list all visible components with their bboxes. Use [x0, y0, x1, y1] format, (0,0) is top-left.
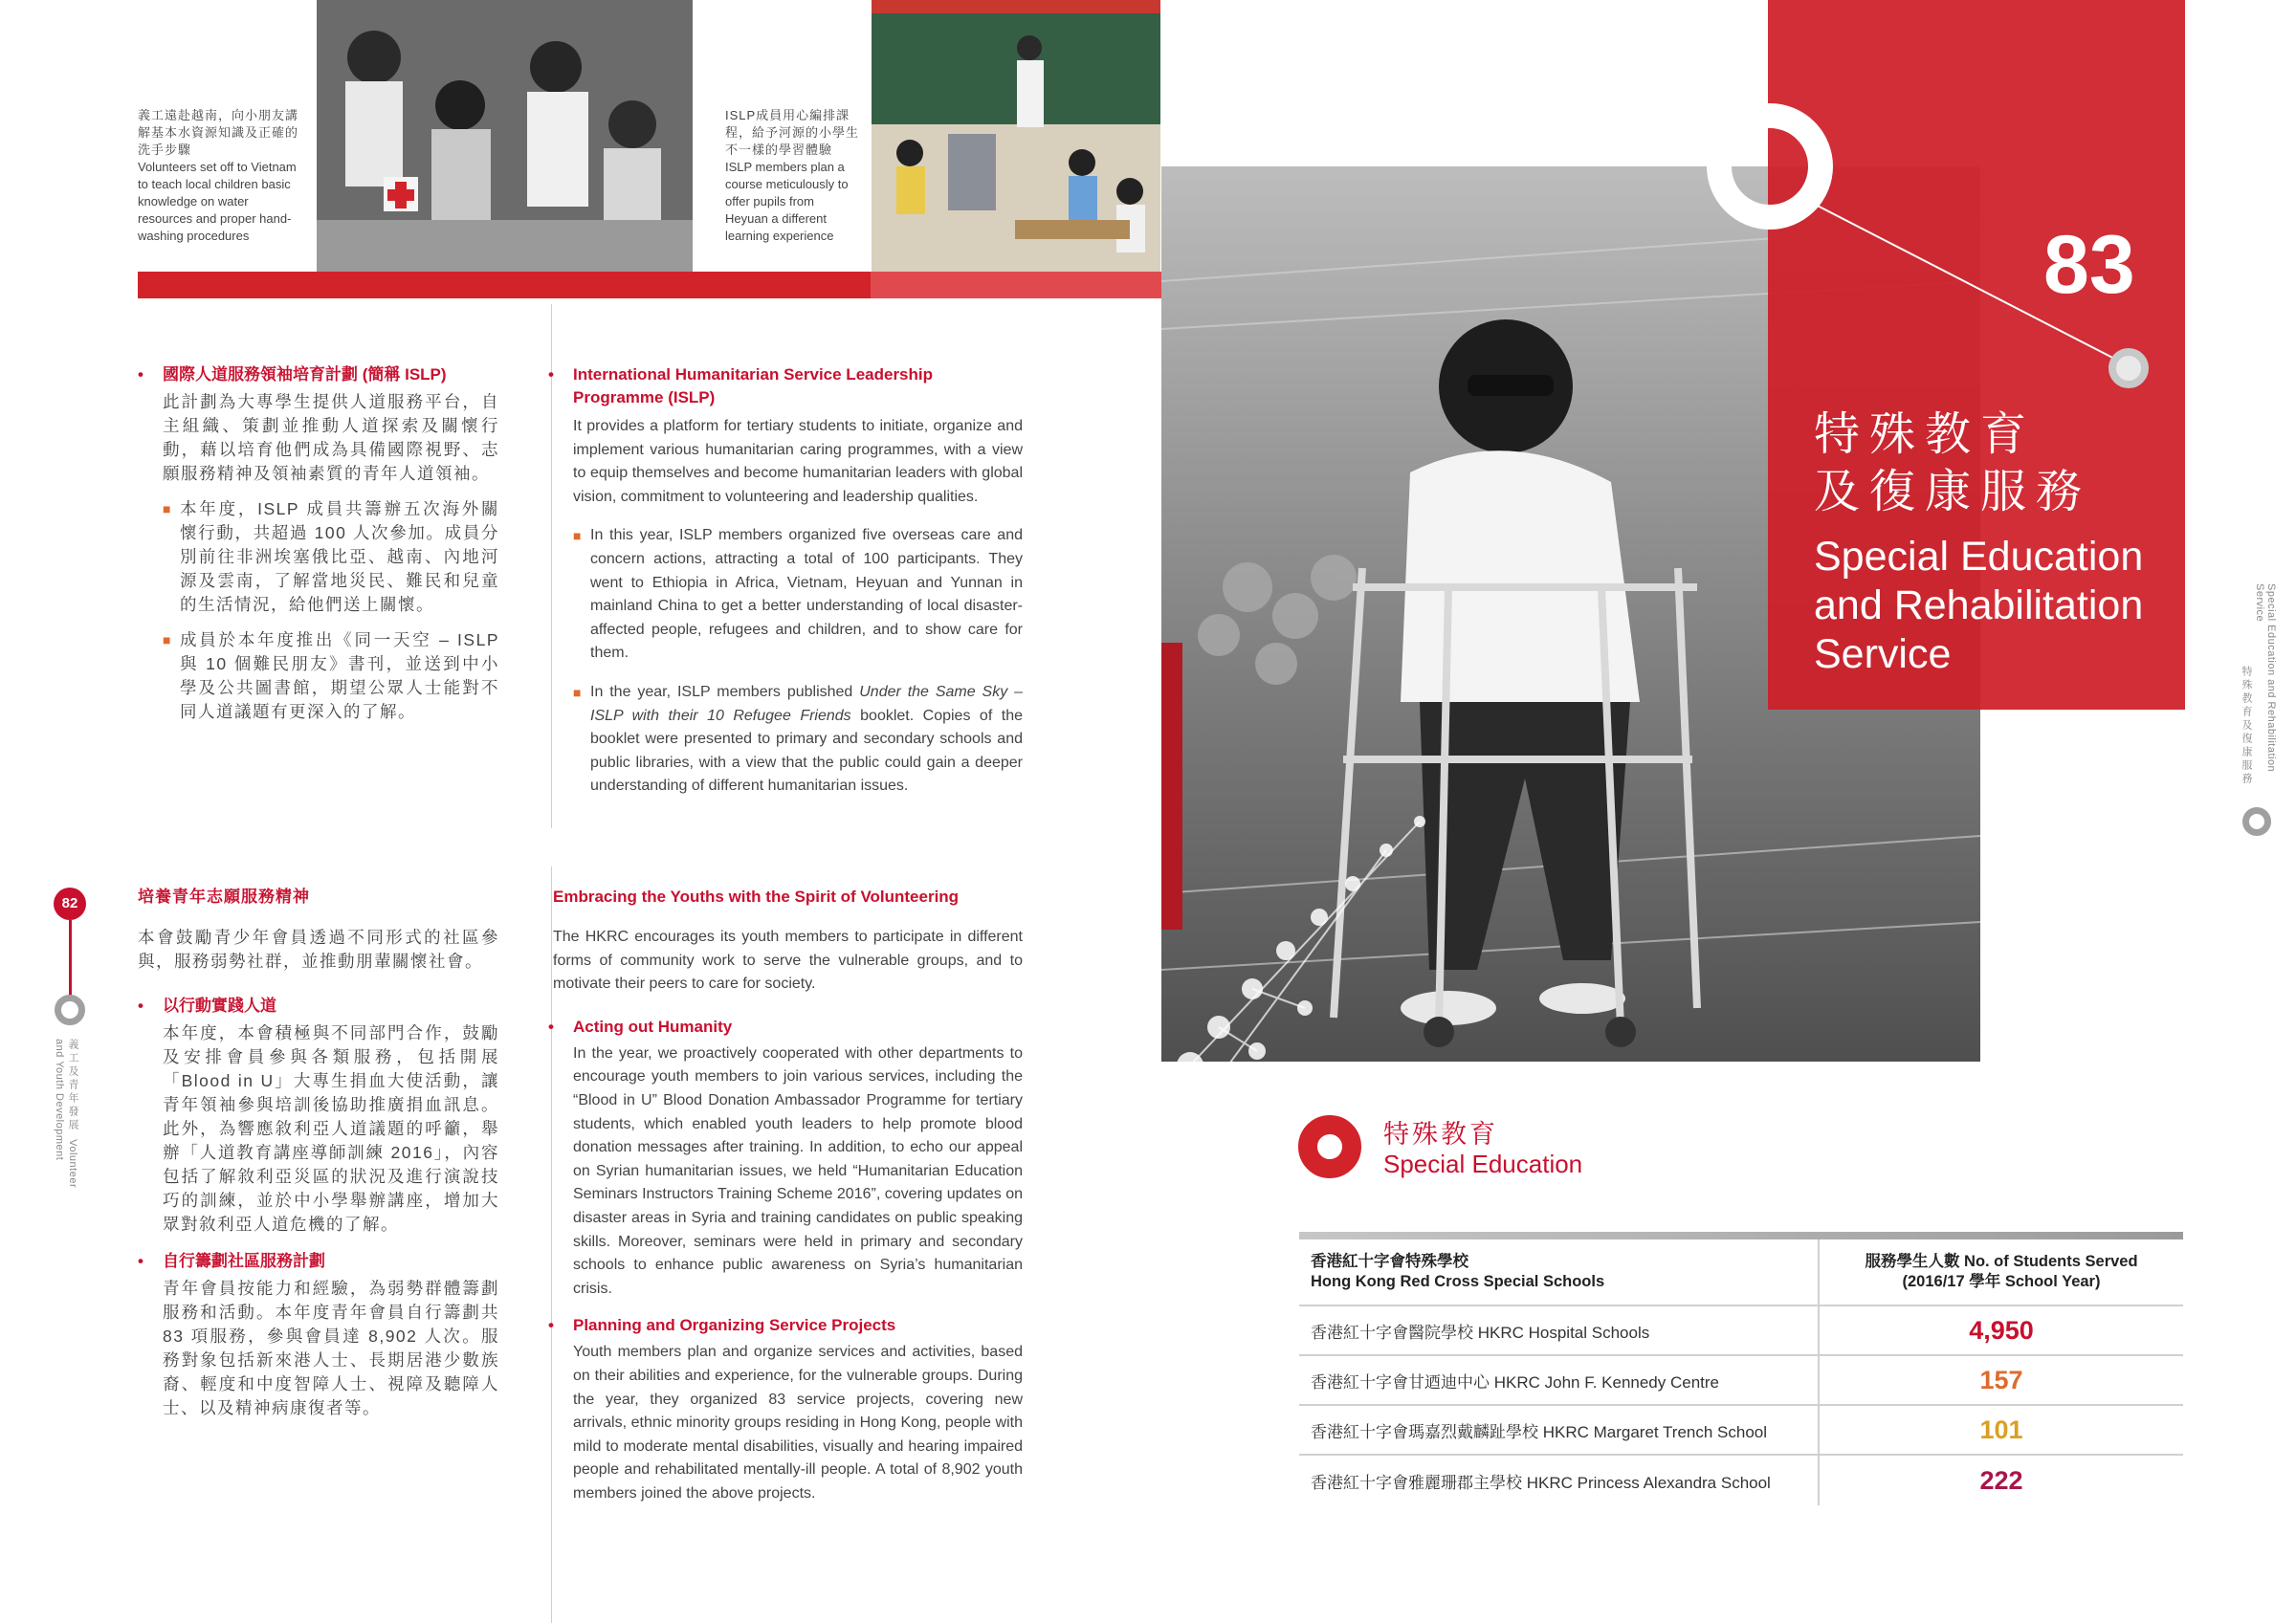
sub-bullet-dot: ■: [573, 528, 582, 544]
special-education-heading-en: Special Education: [1383, 1150, 1583, 1178]
table-cell-school: 香港紅十字會瑪嘉烈戴麟趾學校 HKRC Margaret Trench School: [1311, 1422, 1768, 1441]
islp-heading-en-text: International Humanitarian Service Leadership Programme (ISLP): [573, 365, 934, 406]
table-header-schools-zh: 香港紅十字會特殊學校: [1311, 1253, 1468, 1270]
right-side-label-zh: 特殊教育及復康服務: [2241, 666, 2252, 786]
acting-heading-zh-text: 以行動實踐人道: [163, 997, 276, 1015]
bullet-dot: •: [138, 365, 144, 384]
page-number-83: 83: [2043, 219, 2135, 311]
islp-heading-zh: [138, 363, 499, 386]
table-row: [1299, 1306, 2183, 1356]
photo-heyuan-classroom: [872, 0, 1160, 272]
table-row: [1299, 1456, 2183, 1505]
caption-heyuan-zh: ISLP成員用心編排課程，給予河源的小學生不一樣的學習體驗: [725, 108, 860, 157]
planning-body-zh: 青年會員按能力和經驗，為弱勢群體籌劃服務和活動。本年度青年會員自行籌劃共 83 項服務，參與會員達 8,902 人次。服務對象包括新來港人士、長期居港少數族裔、輕度和中度智障人士、視障及聽障人士、以及精神病康復者等。: [163, 1279, 499, 1417]
table-cell-count: 101: [1818, 1406, 2183, 1454]
table-cell-count: 157: [1818, 1356, 2183, 1404]
volunteering-heading-zh: 培養青年志願服務精神: [138, 888, 310, 906]
chapter-title-en-line3: Service: [1814, 631, 1952, 677]
sub-bullet-dot: ■: [163, 632, 172, 647]
caption-vietnam: [138, 107, 300, 245]
photo-vietnam-illustration: [317, 0, 693, 272]
table-cell-school: 香港紅十字會甘迺迪中心 HKRC John F. Kennedy Centre: [1311, 1372, 1720, 1392]
chapter-title-zh-line1: 特殊教育: [1814, 409, 2037, 460]
acting-body-en: In the year, we proactively cooperated with other departments to encourage youth members to join various services, including the “Blood in U” Blood Donation Ambassador Programme for tertiary students, which enabled youth leaders to help promote blood donation messages after training. In addition, to echo our appeal on Syrian humanitarian issues, we held “Humanitarian Education Seminars Instructors Training Scheme 2016”, covering updates on disaster areas in Syria and training candidates on public speaking skills. Moreover, seminars were held in primary and secondary schools to enhance public awareness on Syria’s humanitarian crisis.: [573, 1044, 1023, 1297]
bullet-dot: •: [138, 1252, 144, 1270]
islp-sub2-en: [573, 681, 1023, 799]
table-header-students-line2: (2016/17 學年 School Year): [1902, 1273, 2101, 1290]
caption-heyuan: [725, 107, 859, 245]
hero-red-strip: [1161, 643, 1182, 930]
sub-bullet-dot: ■: [573, 684, 582, 700]
photo-classroom-illustration: [872, 0, 1160, 272]
table-row: [1299, 1406, 2183, 1456]
islp-body-zh: 此計劃為大專學生提供人道服務平台，自主組織、策劃並推動人道探索及關懷行動，藉以培育他們成為具備國際視野、志願服務精神及領袖素質的青年人道領袖。: [163, 392, 499, 483]
islp-sub2-zh: [163, 628, 499, 724]
chapter-title-zh-line2: 及復康服務: [1814, 467, 2092, 517]
planning-heading-zh: [138, 1250, 499, 1273]
bullet-dot: •: [138, 997, 144, 1015]
table-header-schools-en: Hong Kong Red Cross Special Schools: [1311, 1273, 1605, 1290]
islp-heading-zh-text: 國際人道服務領袖培育計劃 (簡稱 ISLP): [163, 365, 447, 384]
table-top-bar: [1299, 1232, 2183, 1239]
volunteering-en-column: [548, 886, 1023, 1505]
bullet-dot: •: [548, 1316, 554, 1335]
table-header-schools: [1299, 1239, 1818, 1305]
islp-sub2-en-pre: In the year, ISLP members published: [590, 683, 860, 700]
volunteering-zh-column: [138, 886, 499, 1420]
islp-zh-column: [138, 363, 499, 724]
table-cell-count: 222: [1818, 1456, 2183, 1505]
planning-body-en: Youth members plan and organize services and activities, based on their abilities and experience, for the vulnerable groups. During the year, they organized 83 service projects, covering new arrivals, ethnic minority groups residing in Hong Kong, people with mild to moderate mental disabilities, visually and hearing impaired people and rehabilitated mentally-ill people. A total of 8,902 youth members joined the above projects.: [573, 1344, 1023, 1502]
table-header-students: [1818, 1239, 2183, 1305]
left-side-label-zh: 義工及青年發展: [67, 1039, 78, 1132]
sub-bullet-dot: ■: [163, 501, 172, 516]
right-page-ring-icon: [2242, 807, 2271, 836]
islp-sub1-en-text: In this year, ISLP members organized five overseas care and concern actions, attracting a total of 100 participants. They went to Ethiopia in Africa, Vietnam, Heyuan and Yunnan in mainland China to get a better understanding of local disaster-affected people, refugees and children, and to show care for them.: [590, 527, 1023, 662]
page-number-82: 82: [54, 888, 86, 920]
islp-body-en: It provides a platform for tertiary students to initiate, organize and implement various humanitarian caring programmes, with a view to equip themselves and become humanitarian leaders with global vision, commitment to volunteering and leadership qualities.: [573, 418, 1023, 505]
islp-sub1-zh: [163, 497, 499, 617]
acting-heading-zh: [138, 995, 499, 1018]
special-education-icon: [1298, 1115, 1361, 1178]
table-cell-school: 香港紅十字會醫院學校 HKRC Hospital Schools: [1311, 1323, 1650, 1342]
page-ring-icon: [55, 995, 85, 1025]
special-education-heading-zh: 特殊教育: [1383, 1120, 1498, 1149]
islp-sub1-zh-text: 本年度，ISLP 成員共籌辦五次海外關懷行動，共超過 100 人次參加。成員分別前往非洲埃塞俄比亞、越南、內地河源及雲南，了解當地災民、難民和兒童的生活情況，給他們送上關懷。: [180, 499, 499, 614]
caption-vietnam-en: Volunteers set off to Vietnam to teach local children basic knowledge on water resources and proper hand-washing procedures: [138, 160, 297, 243]
islp-sub2-zh-text: 成員於本年度推出《同一天空 – ISLP 與 10 個難民朋友》書刊，並送到中小學及公共圖書館，期望公眾人士能對不同人道議題有更深入的了解。: [180, 630, 499, 721]
bullet-dot: •: [548, 365, 554, 384]
acting-heading-en: [548, 1016, 1023, 1039]
left-side-label: [54, 1039, 80, 1201]
volunteering-heading-en: Embracing the Youths with the Spirit of Volunteering: [553, 888, 960, 906]
chapter-small-ring-icon: [2108, 348, 2149, 388]
table-header-row: [1299, 1239, 2183, 1306]
page-number-line: [69, 920, 72, 997]
chapter-connector-line: [1799, 191, 2143, 383]
caption-heyuan-en: ISLP members plan a course meticulously to offer pupils from Heyuan a different learning experience: [725, 160, 849, 243]
islp-sub1-en: [573, 524, 1023, 666]
table-cell-school: 香港紅十字會雅麗珊郡主學校 HKRC Princess Alexandra School: [1311, 1473, 1771, 1492]
bullet-dot: •: [548, 1017, 554, 1036]
left-side-label-en: Volunteer and Youth Development: [54, 1039, 78, 1189]
acting-body-zh: 本年度，本會積極與不同部門合作，鼓勵及安排會員參與各類服務，包括開展「Blood in U」大專生捐血大使活動，讓青年領袖參與培訓後協助推廣捐血訊息。此外，為響應敘利亞人道議題的呼籲，舉辦「人道教育講座導師訓練 2016」，內容包括了解敘利亞災區的狀況及進行演說技巧的訓練，並於中小學舉辦講座，增加大眾對敘利亞人道危機的了解。: [163, 1023, 499, 1234]
red-band-right: [871, 272, 1161, 298]
volunteering-body-en: The HKRC encourages its youth members to participate in different forms of community work to serve the vulnerable groups, and to motivate their peers to care for society.: [553, 929, 1023, 993]
table-cell-count: 4,950: [1818, 1306, 2183, 1354]
planning-heading-en-text: Planning and Organizing Service Projects: [573, 1316, 896, 1335]
chapter-title-en-line2: and Rehabilitation: [1814, 582, 2144, 628]
red-band-left: [138, 272, 871, 298]
chapter-title-en-line1: Special Education: [1814, 534, 2144, 580]
column-divider-bottom: [551, 866, 552, 1623]
volunteering-body-zh: 本會鼓勵青少年會員透過不同形式的社區參與，服務弱勢社群，並推動朋輩關懷社會。: [138, 928, 499, 971]
table-header-students-line1: 服務學生人數 No. of Students Served: [1865, 1253, 2138, 1270]
special-schools-table: [1299, 1232, 2183, 1505]
islp-sub2-en-title: Under the Same Sky – ISLP with their 10 Refugee Friends: [590, 683, 1024, 724]
right-side-label-en: Special Education and Rehabilitation Service: [2254, 583, 2277, 773]
planning-heading-en: [548, 1314, 1023, 1337]
photo-vietnam-children: [317, 0, 693, 272]
planning-heading-zh-text: 自行籌劃社區服務計劃: [163, 1252, 325, 1270]
islp-sub2-en-post: booklet. Copies of the booklet were presented to primary and secondary schools and public libraries, with a view that the public could gain a deeper understanding of different humanitarian issues.: [590, 707, 1023, 795]
islp-heading-en: [548, 363, 1023, 409]
islp-en-column: [548, 363, 1023, 799]
acting-heading-en-text: Acting out Humanity: [573, 1017, 733, 1036]
table-row: [1299, 1356, 2183, 1406]
caption-vietnam-zh: 義工遠赴越南，向小朋友講解基本水資源知識及正確的洗手步驟: [138, 108, 299, 157]
